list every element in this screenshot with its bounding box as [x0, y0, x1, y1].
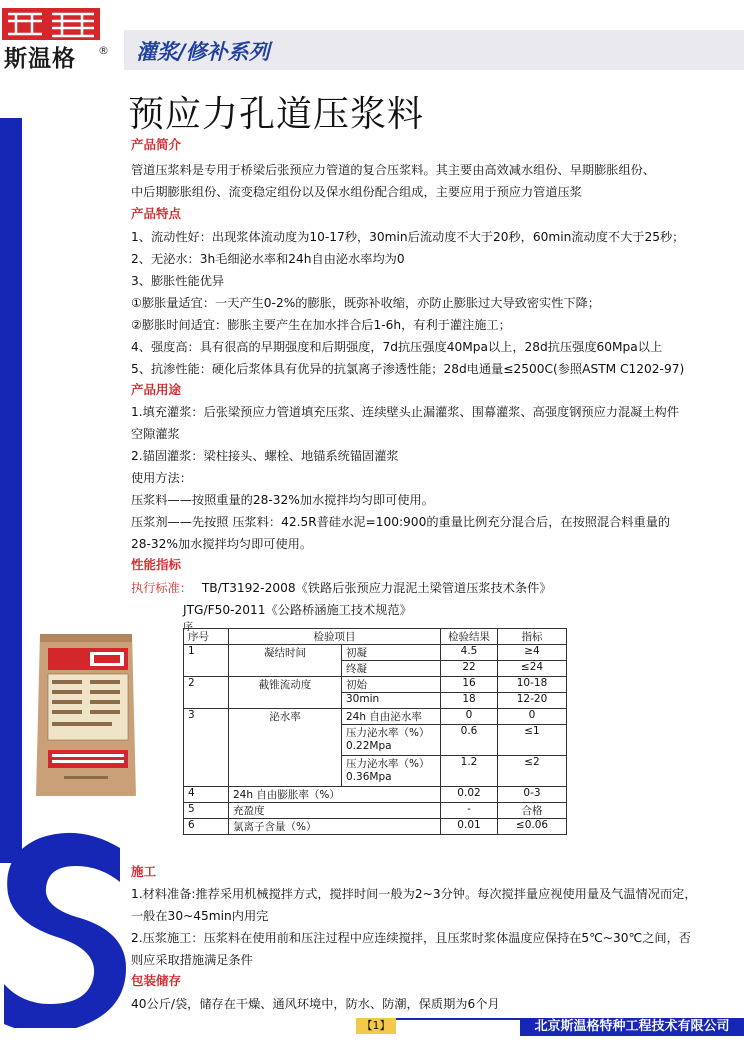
table-row — [184, 787, 567, 803]
spec-table — [183, 628, 567, 835]
table-row — [184, 677, 567, 693]
cell: 0.01 — [441, 819, 498, 835]
cell: 6 — [184, 819, 229, 835]
footer-company: 北京斯温格特种工程技术有限公司 — [520, 1018, 744, 1036]
cell: 24h 自由泌水率 — [342, 709, 441, 725]
cell: - — [441, 803, 498, 819]
table-top-note: 序 — [183, 622, 193, 633]
cell: 16 — [441, 677, 498, 693]
cell: ≥4 — [498, 645, 567, 661]
cell: 22 — [441, 661, 498, 677]
col-header: 检验项目 — [229, 629, 441, 645]
cell: 0.02 — [441, 787, 498, 803]
cell: 泌水率 — [229, 709, 342, 787]
col-header: 检验结果 — [441, 629, 498, 645]
table-header-row — [184, 629, 567, 645]
cell: 凝结时间 — [229, 645, 342, 677]
cell: 4 — [184, 787, 229, 803]
cell: 充盈度 — [229, 803, 441, 819]
table-row — [184, 819, 567, 835]
cell: 压力泌水率（%） — [342, 725, 441, 741]
standard-label: 执行标准： — [131, 581, 192, 595]
body-line: 则应采取措施满足条件 — [131, 953, 253, 967]
table-row — [184, 709, 567, 725]
cell: ≤24 — [498, 661, 567, 677]
cell: 10-18 — [498, 677, 567, 693]
cell: ≤1 — [498, 725, 567, 756]
logo-mark-icon — [2, 8, 100, 40]
page-number: 【1】 — [356, 1018, 396, 1034]
cell: 0.36Mpa — [342, 771, 441, 787]
cell: 压力泌水率（%） — [342, 756, 441, 772]
cell: 1.2 — [441, 756, 498, 787]
cell: 1 — [184, 645, 229, 677]
body-line: 3、膨胀性能优异 — [131, 274, 225, 288]
section-heading-performance: 性能指标 — [131, 557, 182, 572]
section-heading-intro: 产品简介 — [131, 137, 182, 152]
standard-1: TB/T3192-2008《铁路后张预应力混泥土梁管道压浆技术条件》 — [201, 581, 552, 595]
decorative-s-letter — [0, 828, 132, 1028]
cell: 4.5 — [441, 645, 498, 661]
col-header: 指标 — [498, 629, 567, 645]
product-bag-image — [34, 628, 138, 800]
body-line: 1、流动性好：出现浆体流动度为10-17秒，30min后流动度不大于20秒，60min流动度不大于25秒； — [131, 230, 685, 244]
cell: 合格 — [498, 803, 567, 819]
body-line: ②膨胀时间适宜：膨胀主要产生在加水拌合后1-6h，有利于灌注施工； — [131, 318, 511, 332]
cell: 18 — [441, 693, 498, 709]
company-logo — [2, 8, 108, 70]
body-line: 40公斤/袋，储存在干燥、通风环境中，防水、防潮，保质期为6个月 — [131, 997, 500, 1011]
body-line: 2、无泌水：3h毛细泌水率和24h自由泌水率均为0 — [131, 252, 405, 266]
body-line: 28-32%加水搅拌均匀即可使用。 — [131, 537, 313, 551]
logo-wordmark: 斯温格 — [4, 46, 76, 72]
cell: 初始 — [342, 677, 441, 693]
series-title: 灌浆/修补系列 — [136, 40, 270, 64]
cell: 截锥流动度 — [229, 677, 342, 709]
cell: 2 — [184, 677, 229, 709]
cell: 终凝 — [342, 661, 441, 677]
cell: 初凝 — [342, 645, 441, 661]
cell: 30min — [342, 693, 441, 709]
standard-line — [131, 580, 552, 596]
cell: 0.22Mpa — [342, 740, 441, 756]
body-line: 2.压浆施工：压浆料在使用前和压注过程中应连续搅拌，且压浆时浆体温度应保持在5℃~30℃之间，否 — [131, 931, 691, 945]
body-line: 管道压浆料是专用于桥梁后张预应力管道的复合压浆料。其主要由高效减水组份、早期膨胀组份、 — [131, 163, 656, 177]
section-heading-construction: 施工 — [131, 864, 157, 879]
body-line: 使用方法： — [131, 471, 192, 485]
body-line: 2.锚固灌浆：梁柱接头、螺栓、地锚系统锚固灌浆 — [131, 449, 399, 463]
cell: 0 — [441, 709, 498, 725]
cell: 5 — [184, 803, 229, 819]
body-line: 5、抗渗性能：硬化后浆体具有优异的抗氯离子渗透性能；28d电通量≤2500C(参照ASTM C1202-97) — [131, 362, 685, 376]
body-line: 1.填充灌浆：后张梁预应力管道填充压浆、连续壁头止漏灌浆、围幕灌浆、高强度钢预应力混凝土构件 — [131, 405, 679, 419]
cell: 0.6 — [441, 725, 498, 756]
table-row — [184, 645, 567, 661]
cell: 24h 自由膨胀率（%） — [229, 787, 441, 803]
page-title: 预应力孔道压浆料 — [128, 94, 425, 135]
cell: 12-20 — [498, 693, 567, 709]
cell: 0-3 — [498, 787, 567, 803]
registered-mark: ® — [98, 44, 109, 57]
body-line: 压浆剂——先按照 压浆料：42.5R普硅水泥=100:900的重量比例充分混合后，在按照混合料重量的 — [131, 515, 671, 529]
cell: 氯离子含量（%） — [229, 819, 441, 835]
body-line: 一般在30~45min内用完 — [131, 909, 269, 923]
left-accent-bar — [0, 118, 22, 863]
table-row — [184, 803, 567, 819]
body-line: 空隙灌浆 — [131, 427, 180, 441]
section-heading-features: 产品特点 — [131, 206, 182, 221]
body-line: 压浆料——按照重量的28-32%加水搅拌均匀即可使用。 — [131, 493, 434, 507]
body-line: ①膨胀量适宜：一天产生0-2%的膨胀，既弥补收缩，亦防止膨胀过大导致密实性下降； — [131, 296, 600, 310]
cell: ≤2 — [498, 756, 567, 787]
section-heading-uses: 产品用途 — [131, 382, 182, 397]
body-line: 中后期膨胀组份、流变稳定组份以及保水组份配合组成，主要应用于预应力管道压浆 — [131, 185, 582, 199]
cell: 0 — [498, 709, 567, 725]
section-heading-packaging: 包装储存 — [131, 973, 182, 988]
series-banner — [124, 30, 744, 70]
body-line: 4、强度高：具有很高的早期强度和后期强度，7d抗压强度40Mpa以上，28d抗压强度60Mpa以上 — [131, 340, 663, 354]
standard-2: JTG/F50-2011《公路桥涵施工技术规范》 — [183, 603, 412, 617]
col-header: 序号 — [184, 629, 229, 645]
body-line: 1.材料准备:推荐采用机械搅拌方式，搅拌时间一般为2~3分钟。每次搅拌量应视使用量及气温情况而定， — [131, 887, 697, 901]
cell: 3 — [184, 709, 229, 787]
cell: ≤0.06 — [498, 819, 567, 835]
